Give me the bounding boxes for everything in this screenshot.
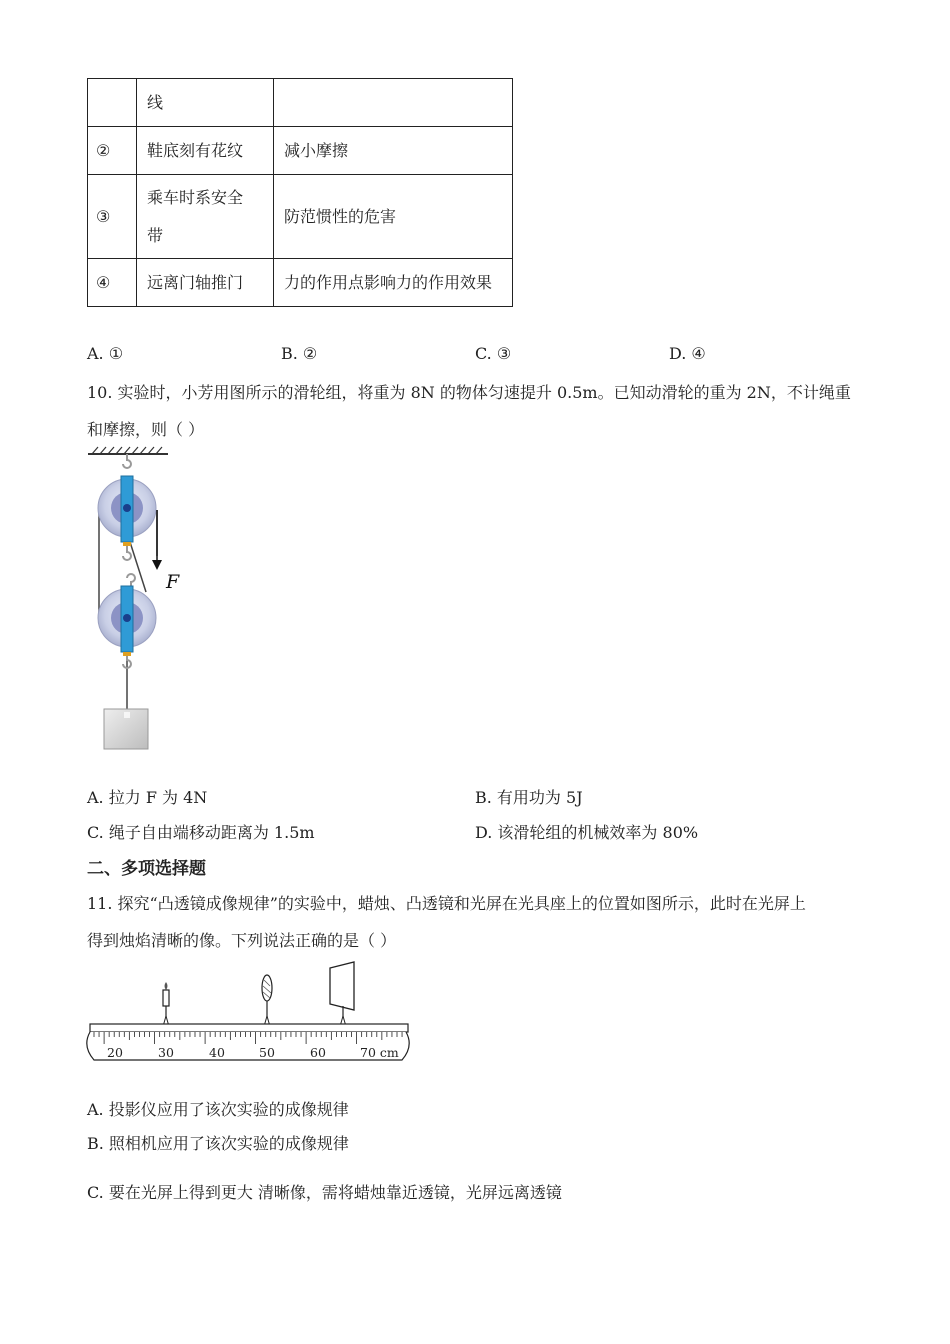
- q9-table: [87, 78, 513, 307]
- table-cell-item: 远离门轴推门: [137, 259, 274, 307]
- table-row: [88, 259, 513, 307]
- q9-option-a[interactable]: A. ①: [87, 344, 124, 363]
- q11-option-b[interactable]: B. 照相机应用了该次实验的成像规律: [87, 1134, 349, 1153]
- table-cell-item-line: 带: [147, 225, 164, 245]
- q10-stem-line2: 和摩擦，则（ ）: [87, 420, 205, 439]
- ruler-label: 60: [310, 1045, 326, 1060]
- table-cell-item: [137, 175, 274, 259]
- table-row: [88, 175, 513, 259]
- q9-option-d[interactable]: D. ④: [669, 344, 706, 363]
- convex-lens: [262, 975, 272, 1030]
- pulley-diagram: [80, 446, 200, 756]
- light-screen: [330, 962, 354, 1030]
- hook-icon: [123, 546, 131, 560]
- q11-stem-line1: 11. 探究“凸透镜成像规律”的实验中，蜡烛、凸透镜和光屏在光具座上的位置如图所示，此时在光屏上: [87, 894, 806, 913]
- optical-bench-diagram: [84, 958, 414, 1068]
- weight-block: [104, 709, 148, 749]
- table-cell-item: 线: [137, 79, 274, 127]
- table-cell-num: ②: [88, 127, 137, 175]
- table-cell-item-line: 乘车时系安全: [147, 187, 244, 207]
- q9-option-c[interactable]: C. ③: [475, 344, 512, 363]
- ruler-label: 70 cm: [360, 1045, 399, 1060]
- table-cell-effect: [274, 79, 513, 127]
- table-row: [88, 79, 513, 127]
- force-label: F: [166, 571, 180, 593]
- q11-option-c[interactable]: C. 要在光屏上得到更大 清晰像，需将蜡烛靠近透镜，光屏远离透镜: [87, 1183, 562, 1202]
- movable-pulley: [98, 586, 156, 656]
- ruler-label: 20: [107, 1045, 123, 1060]
- q10-option-d[interactable]: D. 该滑轮组的机械效率为 80%: [475, 823, 699, 842]
- hook-icon: [123, 454, 131, 468]
- section-title: 二、多项选择题: [87, 859, 206, 879]
- candle: [162, 982, 170, 1030]
- q10-option-a[interactable]: A. 拉力 F 为 4N: [87, 788, 208, 807]
- q11-option-a[interactable]: A. 投影仪应用了该次实验的成像规律: [87, 1100, 349, 1119]
- q10-option-c[interactable]: C. 绳子自由端移动距离为 1.5m: [87, 823, 315, 842]
- table-cell-effect: 防范惯性的危害: [274, 175, 513, 259]
- table-row: [88, 127, 513, 175]
- table-cell-effect: 力的作用点影响力的作用效果: [274, 259, 513, 307]
- q9-option-b[interactable]: B. ②: [281, 344, 318, 363]
- table-cell-item: 鞋底刻有花纹: [137, 127, 274, 175]
- table-cell-num: ③: [88, 175, 137, 259]
- q10-stem-line1: 10. 实验时，小芳用图所示的滑轮组，将重为 8N 的物体匀速提升 0.5m。已知动滑轮的重为 2N，不计绳重: [87, 383, 851, 402]
- q11-stem-line2: 得到烛焰清晰的像。下列说法正确的是（ ）: [87, 931, 397, 950]
- q10-option-b[interactable]: B. 有用功为 5J: [475, 788, 583, 807]
- table-cell-effect: 减小摩擦: [274, 127, 513, 175]
- ceiling-support: [88, 447, 168, 454]
- table-cell-num: ④: [88, 259, 137, 307]
- hook-icon: [127, 574, 135, 586]
- ruler-label: 30: [158, 1045, 174, 1060]
- fixed-pulley: [98, 476, 156, 546]
- ruler-label: 50: [259, 1045, 275, 1060]
- ruler-label: 40: [209, 1045, 225, 1060]
- table-cell-num: [88, 79, 137, 127]
